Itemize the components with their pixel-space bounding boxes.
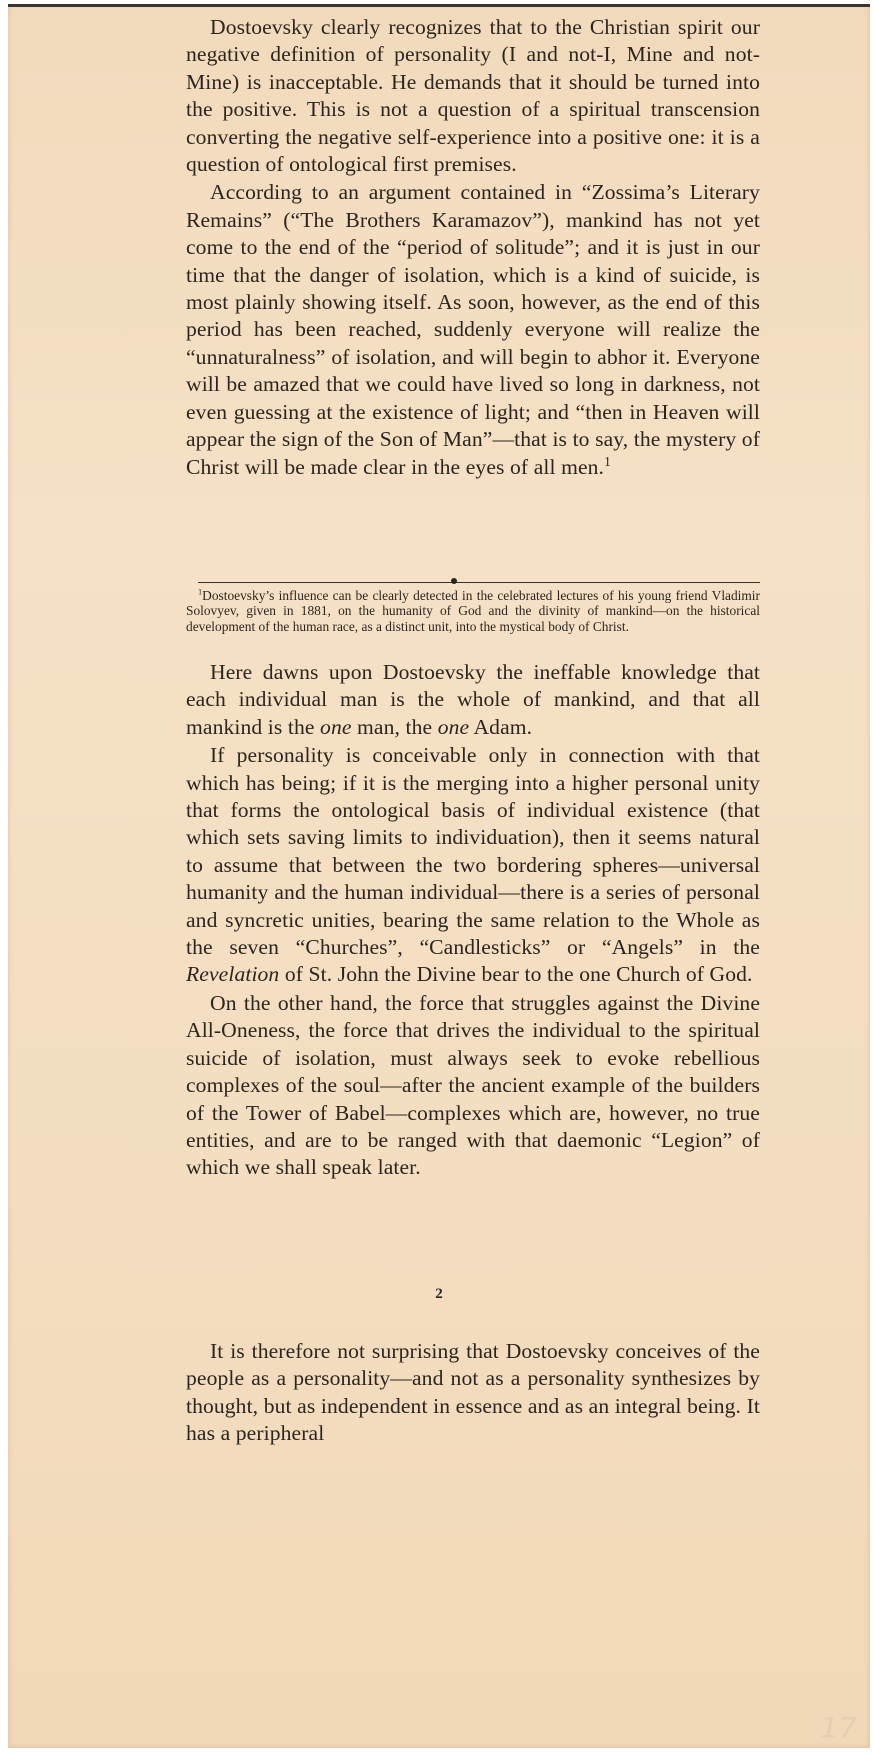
paragraph-text: Dostoevsky clearly recognizes that to the Christian spirit our negative definition of personality (I and not-I, Mine and not-Mine) is inacceptable. He demands that it should be turned into the positive. This is not a question of a spiritual transcension converting the negative self-experience into a positive one: it is a question of ontological first premises. bbox=[186, 15, 760, 177]
footnote-marker: 1 bbox=[198, 587, 203, 597]
paragraph bbox=[186, 1338, 760, 1448]
paragraph bbox=[186, 990, 760, 1182]
paragraph bbox=[186, 179, 760, 480]
emphasis: one bbox=[437, 714, 470, 739]
paragraph-text: On the other hand, the force that struggles against the Divine All-Oneness, the force that drives the individual to the spiritual suicide of isolation, must always seek to evoke rebellious complexes of the soul—after the ancient example of the builders of the Tower of Babel—complexes which are, however, no true entities, and are to be ranged with that daemonic “Legion” of which we shall speak later. bbox=[186, 990, 760, 1180]
paragraph-text: It is therefore not surprising that Dostoevsky conceives of the people as a personality—and not as a personality synthesizes by thought, but as independent in essence and as an integral being. It has a peripheral bbox=[186, 1339, 760, 1446]
paragraph bbox=[186, 14, 760, 178]
emphasis: one bbox=[320, 714, 352, 739]
paragraph bbox=[186, 742, 760, 989]
footnote-divider bbox=[186, 578, 760, 588]
text-run: man, the bbox=[351, 714, 438, 739]
footnote bbox=[186, 588, 760, 634]
divider-line bbox=[198, 582, 760, 583]
footnote-reference[interactable]: 1 bbox=[604, 453, 611, 469]
text-run: Here dawns upon Dostoevsky the ineffable knowledge that each individual man is the whole of mankind, and that all mankind is the bbox=[186, 660, 760, 739]
paragraph-text: According to an argument contained in “Zossima’s Literary Remains” (“The Brothers Karamazov”), mankind has not yet come to the end of the “period of solitude”; and it is just in our time that the danger of isolation, which is a kind of suicide, is most plainly showing itself. As soon, however, as the end of this period has been reached, suddenly everyone will realize the “unnaturalness” of isolation, and will begin to abhor it. Everyone will be amazed that we could have lived so long in darkness, not even guessing at the existence of light; and “then in Heaven will appear the sign of the Son of Man”—that is to say, the mystery of Christ will be made clear in the eyes of all men. bbox=[186, 180, 760, 479]
section-number: 2 bbox=[435, 1286, 443, 1302]
emphasis: Revelation bbox=[186, 962, 280, 987]
text-run: of St. John the Divine bear to the one Church of God. bbox=[279, 962, 753, 987]
text-block-middle bbox=[186, 659, 760, 1182]
footnote-paragraph bbox=[186, 588, 760, 634]
page-number-mark: 17 bbox=[820, 1711, 858, 1744]
paragraph bbox=[186, 659, 760, 741]
divider-dot bbox=[451, 578, 457, 584]
text-run: If personality is conceivable only in connection with that which has being; if it is the merging into a higher personal unity that forms the ontological basis of individual existence (that which sets saving limits to individuation), then it seems natural to assume that between the two bordering spheres—universal humanity and the human individual—there is a series of personal and syncretic unities, bearing the same relation to the Whole as the seven “Churches”, “Candlesticks” or “Angels” in the bbox=[186, 743, 760, 960]
text-block-top bbox=[186, 14, 760, 481]
document-page bbox=[8, 4, 870, 1748]
footnote-text: Dostoevsky’s influence can be clearly detected in the celebrated lectures of his young friend Vladimir Solovyev, given in 1881, on the humanity of God and the divinity of mankind—on the historical development of the human race, as a distinct unit, into the mystical body of Christ. bbox=[186, 588, 760, 634]
text-block-bottom bbox=[186, 1338, 760, 1448]
text-run: Adam. bbox=[469, 714, 533, 739]
